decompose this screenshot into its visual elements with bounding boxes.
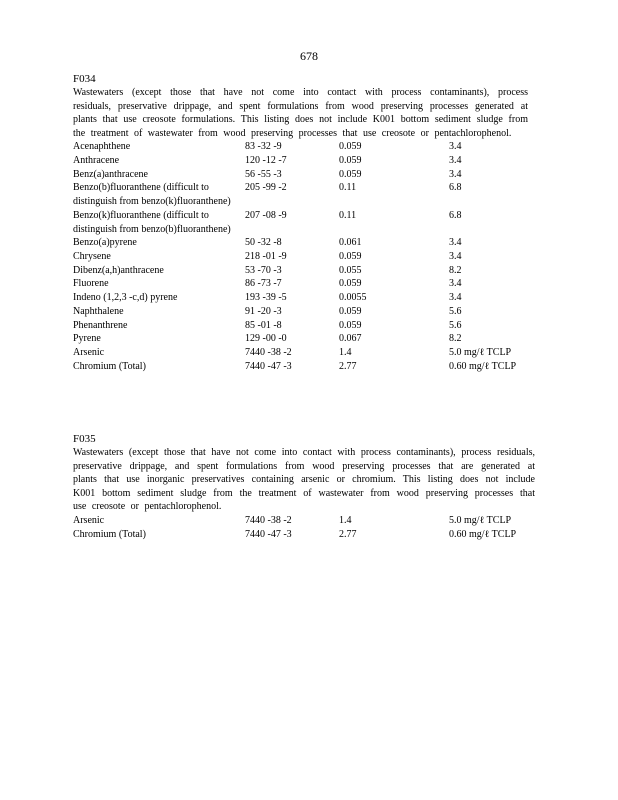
- nonwastewater-standard: 3.4: [449, 155, 462, 167]
- constituent-name: Indeno (1,2,3 -c,d) pyrene: [73, 292, 178, 304]
- wastewater-standard: 0.059: [339, 251, 362, 262]
- table-row: [73, 209, 543, 236]
- table-row: [73, 305, 543, 319]
- nonwastewater-standard: 3.4: [449, 168, 462, 180]
- table-row: [73, 236, 543, 250]
- cas-number: 53 -70 -3: [245, 264, 282, 276]
- wastewater-standard: 0.067: [339, 333, 362, 345]
- constituent-table: [73, 140, 543, 373]
- wastewater-standard: 0.059: [339, 319, 362, 331]
- constituent-name: Acenaphthene: [73, 141, 131, 153]
- wastewater-standard: 1.4: [339, 346, 352, 358]
- cas-number: 56 -55 -3: [245, 168, 282, 180]
- nonwastewater-standard: 3.4: [449, 237, 462, 249]
- table-row: [73, 140, 543, 154]
- waste-description: Wastewaters (except those that have not come into contact with process contaminants), process residuals, preservative drippage, and spent formulations from wood preserving processes that are generated at plants that use inorganic preservatives containing arsenic or chromium. This listing does not include K001 bottom sediment sludge from the treatment of wastewater from wood preserving processes that use creosote or pentachlorophenol.: [73, 447, 535, 513]
- wastewater-standard: 1.4: [339, 514, 352, 526]
- wastewater-standard: 0.055: [339, 264, 362, 276]
- constituent-name: Chrysene: [73, 251, 111, 262]
- constituent-name: Chromium (Total): [73, 528, 146, 540]
- table-row: [73, 168, 543, 182]
- wastewater-standard: 0.11: [339, 182, 357, 194]
- cas-number: 120 -12 -7: [245, 155, 287, 167]
- page-number: 678: [300, 49, 318, 63]
- cas-number: 193 -39 -5: [245, 292, 287, 304]
- wastewater-standard: 2.77: [339, 360, 357, 372]
- nonwastewater-standard: 3.4: [449, 278, 462, 290]
- cas-number: 7440 -38 -2: [245, 346, 292, 358]
- constituent-name: Benzo(b)fluoranthene (difficult to distinguish from benzo(k)fluoranthene): [73, 182, 231, 208]
- nonwastewater-standard: 3.4: [449, 251, 462, 262]
- table-row: [73, 360, 543, 374]
- cas-number: 207 -08 -9: [245, 209, 287, 221]
- constituent-name: Phenanthrene: [73, 319, 128, 331]
- nonwastewater-standard: 5.0 mg/ℓ TCLP: [449, 514, 512, 526]
- constituent-name: Benzo(k)fluoranthene (difficult to distinguish from benzo(b)fluoranthene): [73, 209, 231, 235]
- cas-number: 85 -01 -8: [245, 319, 282, 331]
- nonwastewater-standard: 5.6: [449, 305, 462, 317]
- nonwastewater-standard: 5.0 mg/ℓ TCLP: [449, 346, 512, 358]
- table-row: [73, 528, 543, 542]
- constituent-name: Chromium (Total): [73, 360, 146, 372]
- wastewater-standard: 0.059: [339, 155, 362, 167]
- nonwastewater-standard: 3.4: [449, 141, 462, 153]
- cas-number: 205 -99 -2: [245, 182, 287, 194]
- wastewater-standard: 0.059: [339, 168, 362, 180]
- table-row: [73, 154, 543, 168]
- cas-number: 83 -32 -9: [245, 141, 282, 153]
- nonwastewater-standard: 0.60 mg/ℓ TCLP: [449, 528, 517, 540]
- nonwastewater-standard: 5.6: [449, 319, 462, 331]
- cas-number: 7440 -47 -3: [245, 360, 292, 372]
- constituent-name: Benzo(a)pyrene: [73, 237, 137, 249]
- nonwastewater-standard: 8.2: [449, 333, 462, 345]
- cas-number: 50 -32 -8: [245, 237, 282, 249]
- waste-description: Wastewaters (except those that have not come into contact with process contaminants), process residuals, preservative drippage, and spent formulations from wood preserving processes generated at plants that use creosote formulations. This listing does not include K001 bottom sediment sludge from the treatment of wastewater from wood preserving processes that use creosote or pentachlorophenol.: [73, 87, 528, 139]
- constituent-name: Pyrene: [73, 333, 101, 345]
- constituent-name: Arsenic: [73, 346, 105, 358]
- nonwastewater-standard: 0.60 mg/ℓ TCLP: [449, 360, 517, 372]
- waste-section-f035: [73, 433, 543, 541]
- table-row: [73, 514, 543, 528]
- table-row: [73, 264, 543, 278]
- table-row: [73, 181, 543, 208]
- constituent-table: [73, 514, 543, 541]
- table-row: [73, 277, 543, 291]
- cas-number: 129 -00 -0: [245, 333, 287, 345]
- cas-number: 7440 -47 -3: [245, 528, 292, 540]
- nonwastewater-standard: 3.4: [449, 292, 462, 304]
- nonwastewater-standard: 6.8: [449, 182, 462, 194]
- constituent-name: Anthracene: [73, 155, 120, 167]
- cas-number: 86 -73 -7: [245, 278, 282, 290]
- cas-number: 91 -20 -3: [245, 305, 282, 317]
- cas-number: 7440 -38 -2: [245, 514, 292, 526]
- constituent-name: Benz(a)anthracene: [73, 168, 148, 180]
- wastewater-standard: 0.059: [339, 278, 362, 290]
- wastewater-standard: 0.0055: [339, 292, 367, 304]
- constituent-name: Naphthalene: [73, 305, 124, 317]
- constituent-name: Dibenz(a,h)anthracene: [73, 264, 164, 276]
- waste-code: F034: [73, 73, 96, 85]
- nonwastewater-standard: 8.2: [449, 264, 462, 276]
- table-row: [73, 291, 543, 305]
- table-row: [73, 332, 543, 346]
- waste-section-f034: [73, 73, 543, 373]
- wastewater-standard: 0.061: [339, 237, 362, 249]
- wastewater-standard: 0.059: [339, 141, 362, 153]
- wastewater-standard: 0.11: [339, 209, 357, 221]
- table-row: [73, 319, 543, 333]
- constituent-name: Fluorene: [73, 278, 109, 290]
- cas-number: 218 -01 -9: [245, 251, 287, 262]
- waste-code: F035: [73, 433, 96, 445]
- constituent-name: Arsenic: [73, 514, 105, 526]
- table-row: [73, 346, 543, 360]
- nonwastewater-standard: 6.8: [449, 209, 462, 221]
- table-row: [73, 250, 543, 264]
- wastewater-standard: 2.77: [339, 528, 357, 540]
- wastewater-standard: 0.059: [339, 305, 362, 317]
